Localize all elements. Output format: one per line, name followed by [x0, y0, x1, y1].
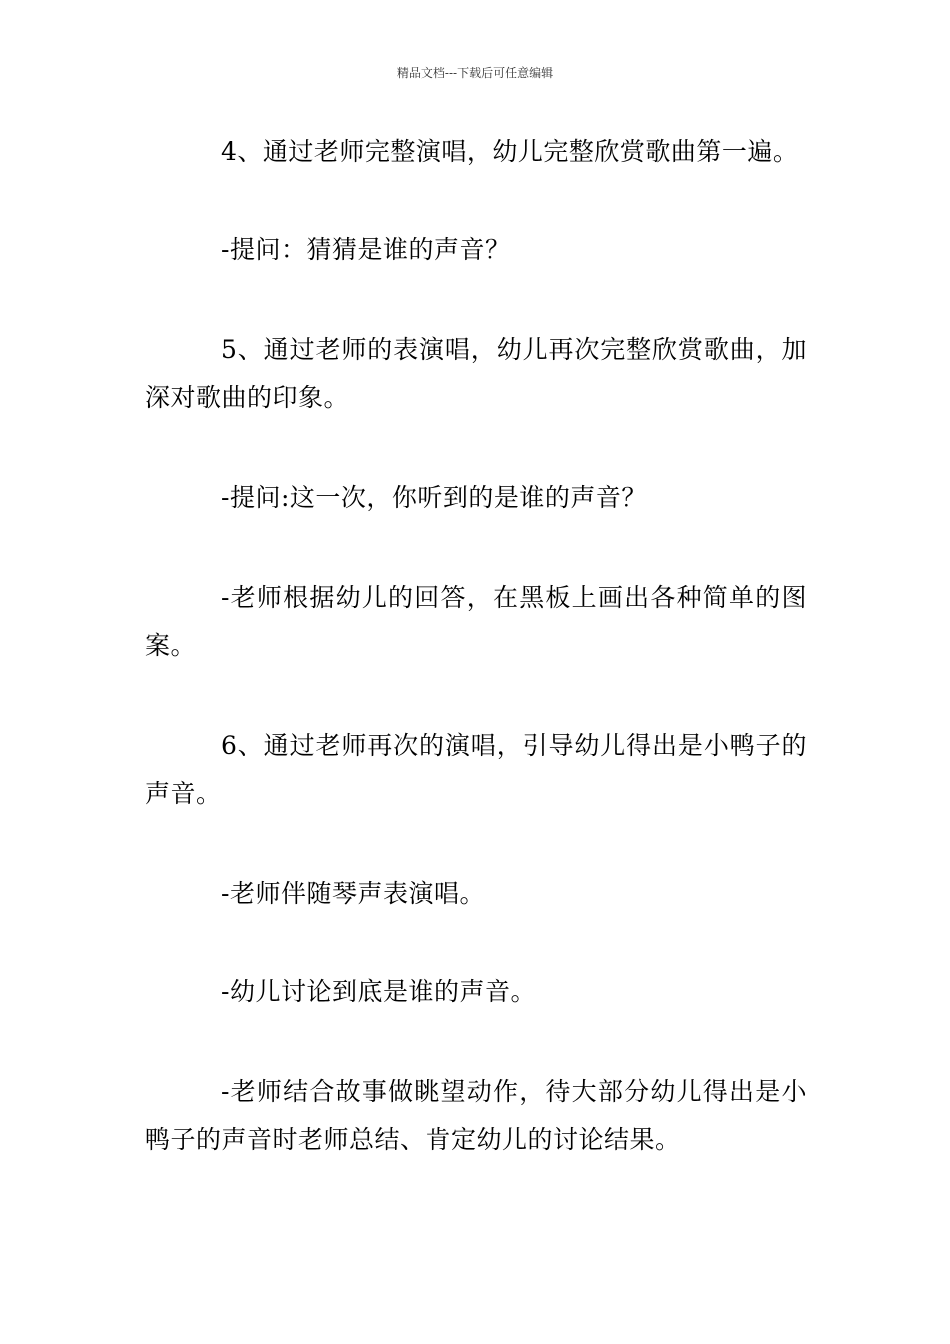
paragraph-question-2: -提问:这一次，你听到的是谁的声音？ [221, 483, 647, 512]
paragraph-step-4: 4、通过老师完整演唱，幼儿完整欣赏歌曲第一遍。 [221, 137, 799, 166]
paragraph-step-6: 6、通过老师再次的演唱，引导幼儿得出是小鸭子的声音。 [145, 731, 807, 808]
paragraph-teacher-drawing: -老师根据幼儿的回答，在黑板上画出各种简单的图案。 [145, 583, 807, 660]
paragraph-step-5: 5、通过老师的表演唱，幼儿再次完整欣赏歌曲，加深对歌曲的印象。 [145, 335, 807, 412]
paragraph-question-1: -提问：猜猜是谁的声音？ [221, 235, 511, 264]
page-header: 精品文档---下载后可任意编辑 [396, 66, 554, 80]
paragraph-children-discuss: -幼儿讨论到底是谁的声音。 [221, 977, 536, 1006]
paragraph-teacher-summary: -老师结合故事做眺望动作，待大部分幼儿得出是小鸭子的声音时老师总结、肯定幼儿的讨论结果。 [145, 1077, 807, 1154]
paragraph-teacher-piano: -老师伴随琴声表演唱。 [221, 879, 485, 908]
